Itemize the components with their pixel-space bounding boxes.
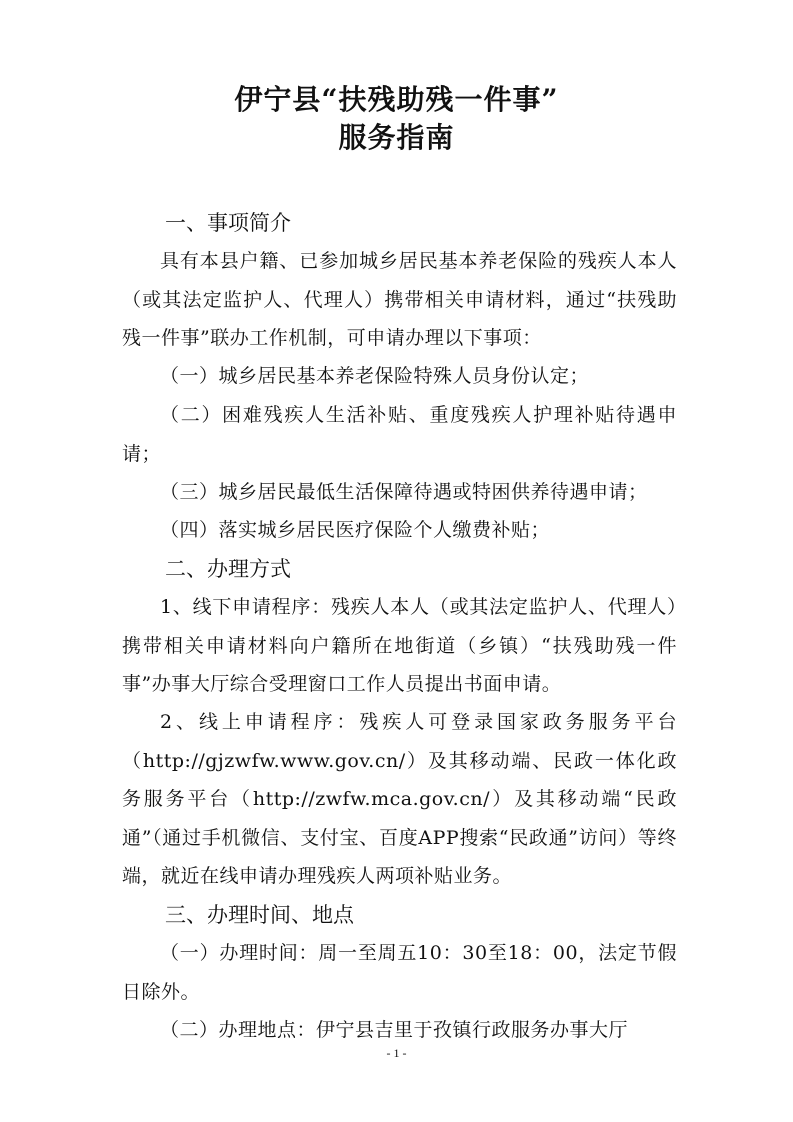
paragraph: （二）办理地点：伊宁县吉里于孜镇行政服务办事大厅 — [160, 1019, 629, 1041]
paragraph: （一）城乡居民基本养老保险特殊人员身份认定； — [160, 365, 590, 387]
document-title-line-1: 伊宁县“扶残助残一件事” — [234, 83, 559, 116]
paragraph: （四）落实城乡居民医疗保险个人缴费补贴； — [160, 519, 551, 541]
paragraph: （三）城乡居民最低生活保障待遇或特困供养待遇申请； — [160, 481, 648, 503]
paragraph: （一）办理时间：周一至周五10：30至18：00，法定节假日除外。 — [122, 942, 677, 1003]
paragraph: 具有本县户籍、已参加城乡居民基本养老保险的残疾人本人（或其法定监护人、代理人）携带相关申请材料，通过“扶残助残一件事”联办工作机制，可申请办理以下事项： — [122, 250, 677, 349]
section-heading-methods: 二、办理方式 — [165, 557, 291, 581]
page-number: - 1 - — [386, 1046, 407, 1060]
paragraph: 2、线上申请程序：残疾人可登录国家政务服务平台（http://gjzwfw.www.gov.cn/）及其移动端、民政一体化政务服务平台（http://zwfw.mca.gov.cn/）及其移动端“民政通”（通过手机微信、支付宝、百度APP搜索“民政通”访问）等终端，就近在线申请办理残疾人两项补贴业务。 — [122, 711, 677, 887]
document-title-line-2: 服务指南 — [338, 121, 455, 154]
paragraph: 1、线下申请程序：残疾人本人（或其法定监护人、代理人）携带相关申请材料向户籍所在地街道（乡镇）“扶残助残一件事”办事大厅综合受理窗口工作人员提出书面申请。 — [122, 596, 677, 695]
paragraph: （二）困难残疾人生活补贴、重度残疾人护理补贴待遇申请； — [122, 404, 677, 465]
section-heading-overview: 一、事项简介 — [165, 211, 291, 235]
section-heading-time-place: 三、办理时间、地点 — [165, 903, 354, 927]
